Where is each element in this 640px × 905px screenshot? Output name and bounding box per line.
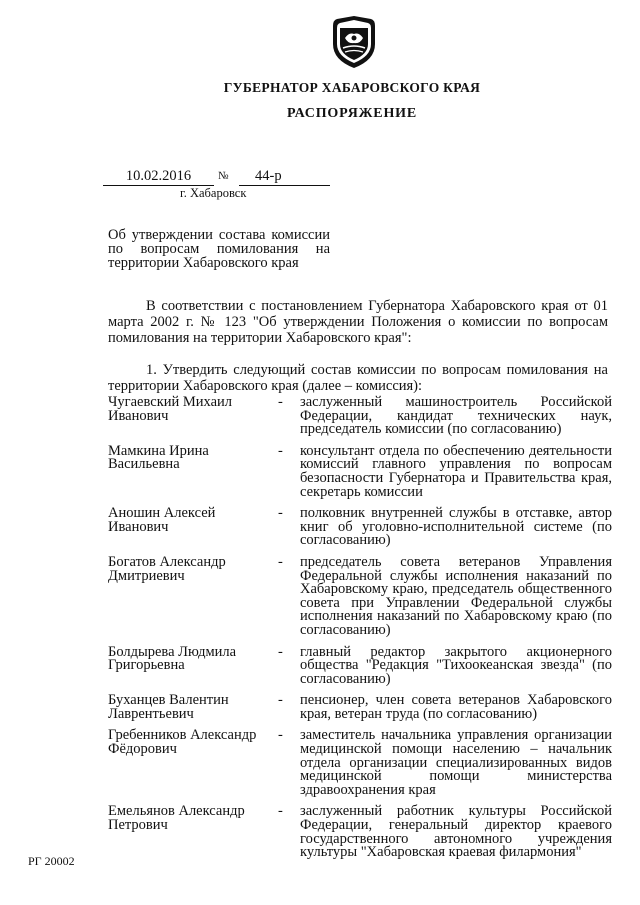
member-name: Гребенников Александр Фёдорович <box>108 727 257 758</box>
form-code: РГ 20002 <box>28 854 75 868</box>
member-name: Мамкина Ирина Васильевна <box>108 442 209 473</box>
preamble-text: В соответствии с постановлением Губернатора Хабаровского края от 01 марта 2002 г. № 123 "Об утверждении Положения о комиссии по вопросам помилования на территории Хабаровского края": <box>108 298 608 346</box>
preamble-paragraph <box>108 298 608 346</box>
member-name: Емельянов Александр Петрович <box>108 803 245 834</box>
member-role: полковник внутренней службы в отставке, автор книг об уголовно-исполнительной системе (по согласованию) <box>300 505 612 549</box>
member-role: пенсионер, член совета ветеранов Хабаровского края, ветеран труда (по согласованию) <box>300 692 612 722</box>
member-dash: - <box>278 505 283 522</box>
member-role: консультант отдела по обеспечению деятельности комиссий главного управления по вопросам безопасности Губернатора и Правительства края, секретарь комиссии <box>300 442 612 500</box>
list-item <box>108 553 612 638</box>
document-subject: Об утверждении состава комиссии по вопросам помилования на территории Хабаровского края <box>108 227 330 271</box>
document-number: 44-р <box>255 168 282 184</box>
member-role: главный редактор закрытого акционерного общества "Редакция "Тихоокеанская звезда" (по согласованию) <box>300 643 612 687</box>
list-item <box>108 805 612 859</box>
commission-members-list <box>108 396 612 868</box>
list-item <box>108 694 612 721</box>
member-name: Болдырева Людмила Григорьевна <box>108 643 237 674</box>
member-dash: - <box>278 692 283 709</box>
list-item <box>108 729 612 797</box>
member-name: Аношин Алексей Иванович <box>108 505 216 535</box>
document-date: 10.02.2016 <box>125 168 192 184</box>
member-dash: - <box>278 442 283 459</box>
item-1-paragraph <box>108 362 608 394</box>
member-role: заслуженный работник культуры Российской Федерации, генеральный директор краевого государственного автономного учреждения культуры "Хабаровская краевая филармония" <box>300 803 612 861</box>
member-dash: - <box>278 643 283 660</box>
coat-of-arms-icon <box>331 14 377 70</box>
member-role: председатель совета ветеранов Управления Федеральной службы исполнения наказаний по Хабаровскому краю, председатель общественного совета при Управлении Федеральной службы исполнения наказаний по Хабаровскому краю (по согласованию) <box>300 553 612 638</box>
member-name: Чугаевский Михаил Иванович <box>108 394 233 424</box>
number-underline <box>239 185 330 186</box>
member-dash: - <box>278 553 283 570</box>
list-item <box>108 396 612 437</box>
item-1-text: 1. Утвердить следующий состав комиссии по вопросам помилования на территории Хабаровского края (далее – комиссия): <box>108 362 608 394</box>
member-role: заместитель начальника управления организации медицинской помощи населению – начальник отдела организации специализированных видов медицинской помощи министерства здравоохранения края <box>300 727 612 798</box>
list-item <box>108 643 612 687</box>
member-dash: - <box>278 803 283 820</box>
list-item <box>108 442 612 500</box>
document-type-title: РАСПОРЯЖЕНИЕ <box>287 106 417 121</box>
member-name: Богатов Александр Дмитриевич <box>108 553 226 584</box>
member-name: Буханцев Валентин Лаврентьевич <box>108 692 229 722</box>
member-dash: - <box>278 394 283 410</box>
list-item <box>108 507 612 548</box>
member-role: заслуженный машиностроитель Российской Федерации, кандидат технических наук, председатель комиссии (по согласованию) <box>300 394 612 438</box>
issuing-authority: ГУБЕРНАТОР ХАБАРОВСКОГО КРАЯ <box>223 80 481 95</box>
number-sign: № <box>218 170 229 182</box>
member-dash: - <box>278 727 283 744</box>
city-label: г. Хабаровск <box>180 186 247 200</box>
